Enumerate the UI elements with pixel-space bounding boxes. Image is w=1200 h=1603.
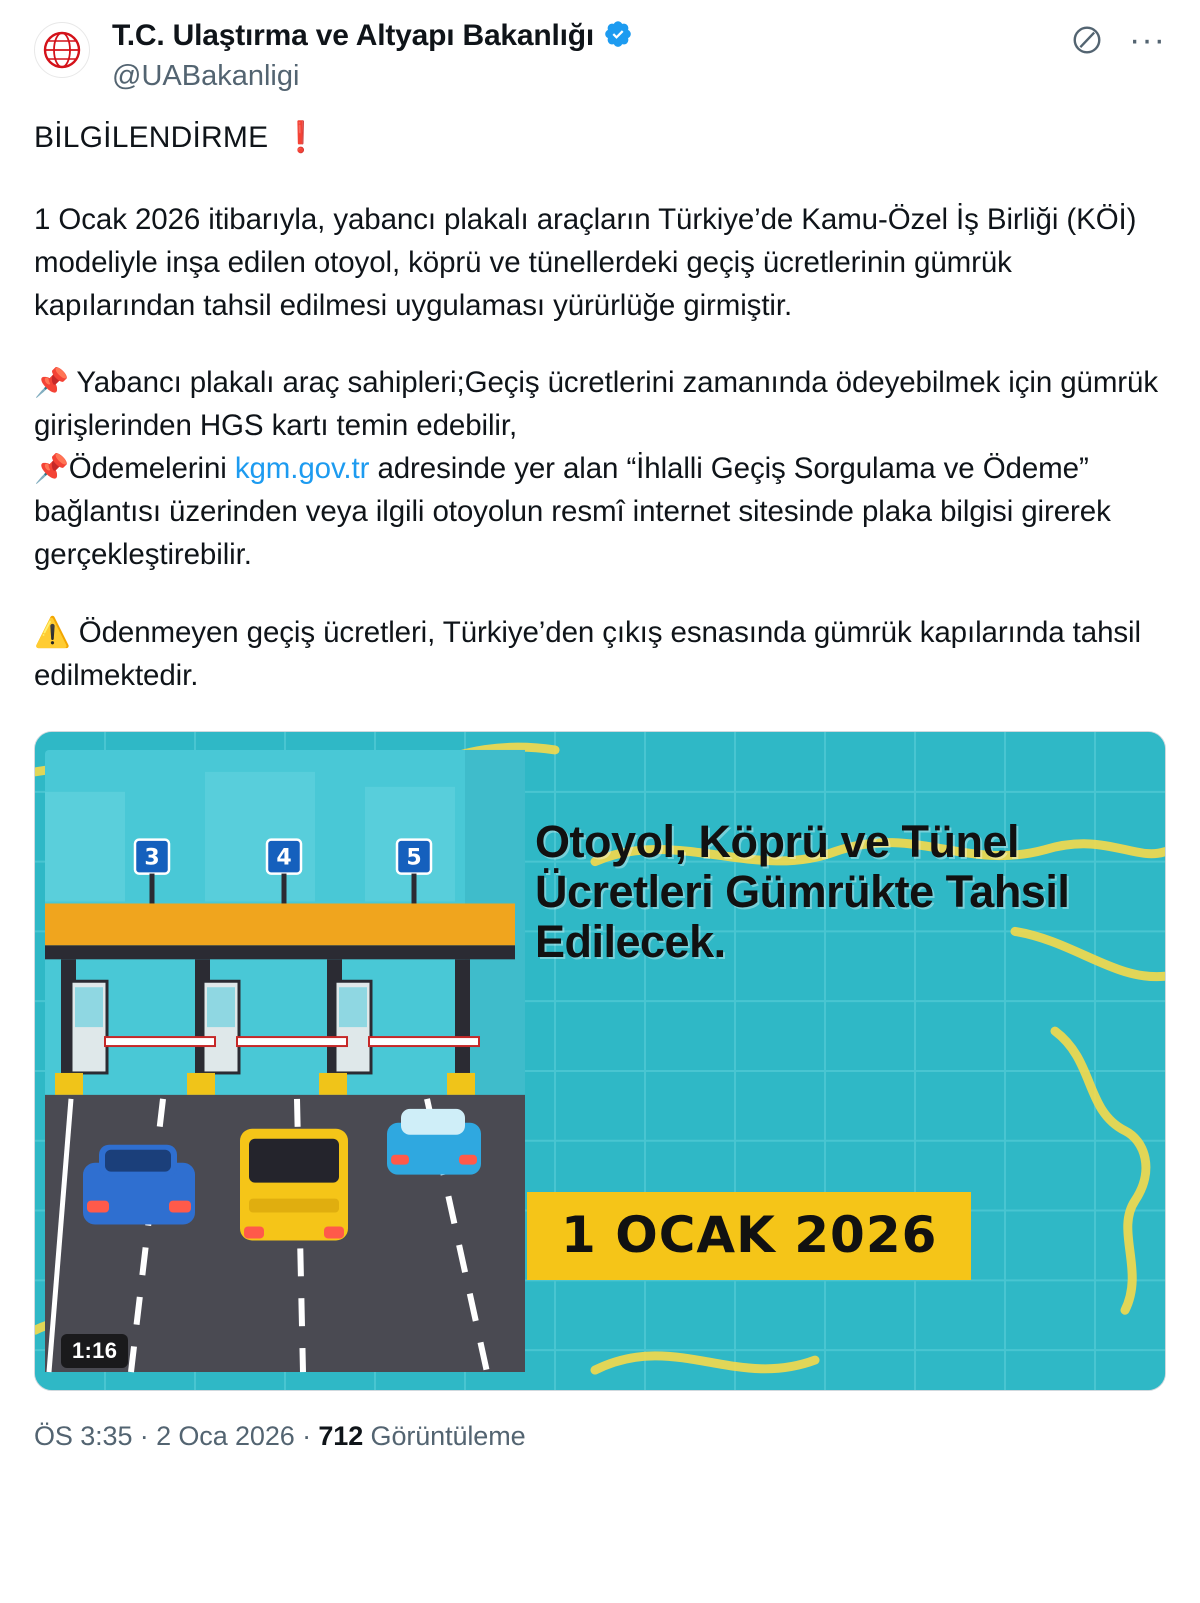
media-illustration — [35, 732, 1165, 1390]
svg-text:3: 3 — [144, 845, 160, 871]
account-info — [112, 16, 1071, 94]
tweet-media-video[interactable] — [34, 731, 1166, 1391]
tweet-paragraph-2 — [34, 361, 1166, 576]
svg-text:5: 5 — [406, 845, 422, 871]
meta-separator-1: · — [132, 1420, 157, 1451]
kgm-link[interactable]: kgm.gov.tr — [234, 452, 370, 486]
meta-separator-2: · — [294, 1420, 319, 1451]
account-display-name[interactable]: T.C. Ulaştırma ve Altyapı Bakanlığı — [112, 19, 595, 52]
grok-icon[interactable] — [1071, 24, 1103, 56]
tweet-headline — [34, 116, 1166, 160]
warning-emoji-icon: ⚠️ — [34, 614, 71, 649]
avatar[interactable] — [34, 22, 90, 78]
pushpin-emoji-icon-2: 📌 — [34, 452, 69, 486]
tweet-header — [0, 0, 1200, 94]
tweet-paragraph-3-post: adresinde yer alan “İhlalli Geçiş Sorgulama ve Ödeme” bağlantısı üzerinden veya ilgili otoyolun resmî internet sitesinde plaka bilgisi girerek gerçekleştirebilir. — [34, 452, 1111, 572]
tweet-headline-text: BİLGİLENDİRME — [34, 121, 269, 155]
media-poster-title: Otoyol, Köprü ve Tünel Ücretleri Gümrükte Tahsil Edilecek. — [535, 815, 1070, 968]
tweet-paragraph-4 — [34, 611, 1166, 697]
exclamation-emoji-icon: ❗ — [282, 120, 320, 156]
tweet-text — [0, 94, 1200, 696]
tweet-paragraph-2-text: Yabancı plakalı araç sahipleri;Geçiş ücretlerini zamanında ödeyebilmek için gümrük girişlerinden HGS kartı temin edebilir, — [34, 366, 1158, 443]
tweet-paragraph-3-pre: Ödemelerini — [68, 452, 235, 486]
views-count: 712 — [318, 1420, 364, 1451]
video-duration-label: 1:16 — [61, 1334, 128, 1368]
account-handle[interactable]: @UABakanligi — [112, 60, 300, 92]
tweet-paragraph-4-text: Ödenmeyen geçiş ücretleri, Türkiye’den çıkış esnasında gümrük kapılarında tahsil edilmektedir. — [34, 615, 1141, 692]
tweet-time: ÖS 3:35 — [34, 1420, 133, 1451]
views-label: Görüntüleme — [363, 1420, 526, 1451]
verified-badge-icon — [603, 19, 633, 54]
tweet-paragraph-1: 1 Ocak 2026 itibarıyla, yabancı plakalı araçların Türkiye’de Kamu-Özel İş Birliği (KÖİ) modeliyle inşa edilen otoyol, köprü ve tünellerdeki geçiş ücretlerinin gümrük kapılarından tahsil edilmesi uygulaması yürürlüğe girmiştir. — [34, 203, 1137, 323]
pushpin-emoji-icon: 📌 — [34, 366, 69, 400]
tweet-date: 2 Oca 2026 — [156, 1420, 295, 1451]
more-options-icon[interactable]: ··· — [1129, 20, 1166, 59]
media-date-badge: 1 OCAK 2026 — [527, 1192, 971, 1280]
tweet-meta — [0, 1391, 1200, 1478]
svg-text:4: 4 — [276, 845, 292, 871]
header-actions — [1071, 16, 1166, 59]
